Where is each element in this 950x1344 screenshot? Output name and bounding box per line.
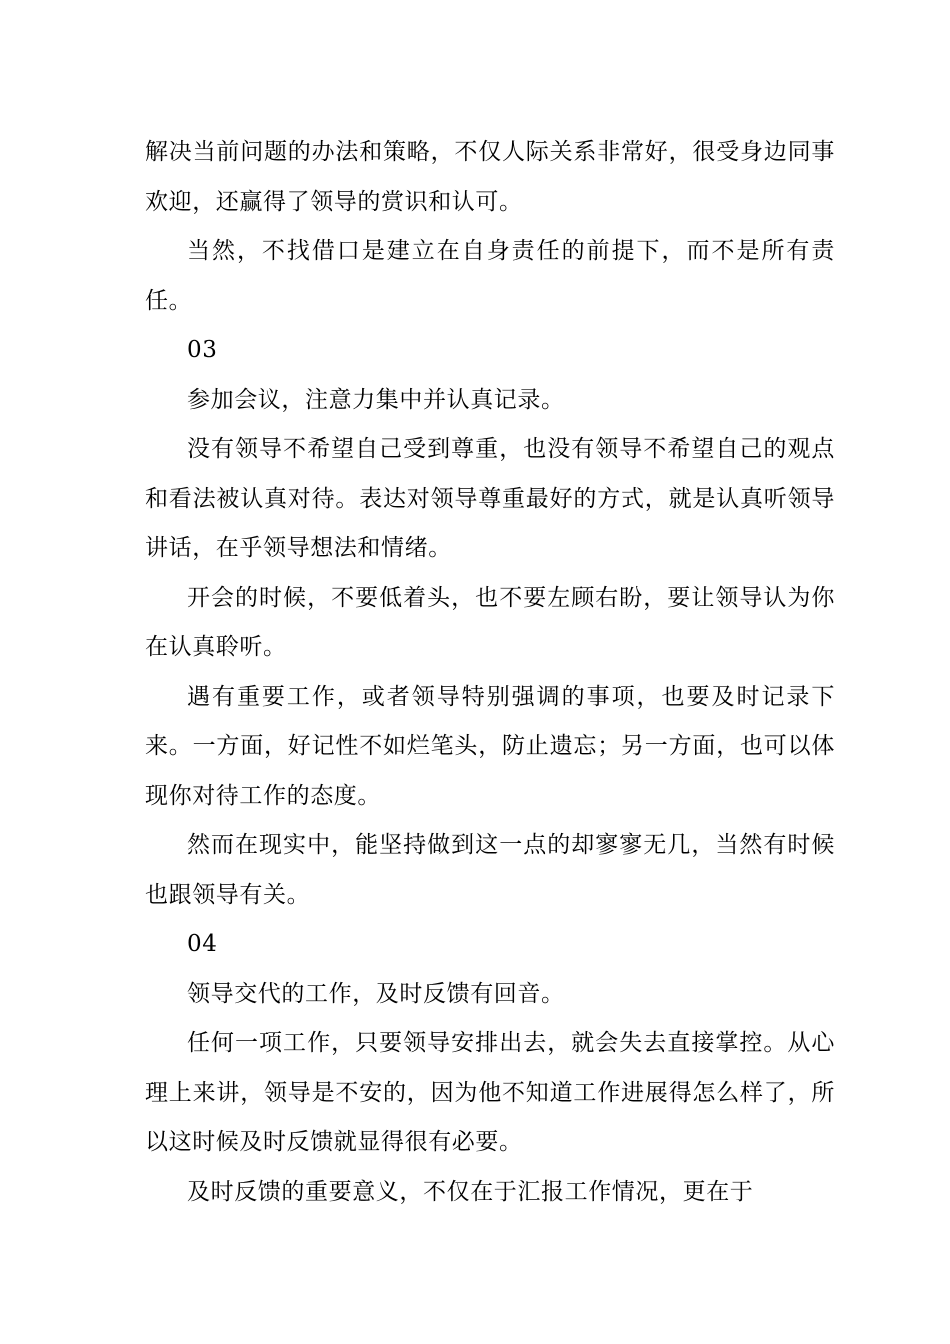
paragraph-reality: 然而在现实中，能坚持做到这一点的却寥寥无几，当然有时候也跟领导有关。 xyxy=(145,832,835,908)
paragraph-feedback-meaning: 及时反馈的重要意义，不仅在于汇报工作情况，更在于 xyxy=(187,1178,754,1205)
paragraph-take-notes: 遇有重要工作，或者领导特别强调的事项，也要及时记录下来。一方面，好记性不如烂笔头，防止遗忘；另一方面，也可以体现你对待工作的态度。 xyxy=(145,683,835,809)
paragraph-respect: 没有领导不希望自己受到尊重，也没有领导不希望自己的观点和看法被认真对待。表达对领导尊重最好的方式，就是认真听领导讲话，在乎领导想法和情绪。 xyxy=(145,436,835,561)
paragraph-no-excuses: 当然，不找借口是建立在自身责任的前提下，而不是所有责任。 xyxy=(145,238,835,314)
paragraph-lost-control: 任何一项工作，只要领导安排出去，就会失去直接掌控。从心理上来讲，领导是不安的，因为他不知道工作进展得怎么样了，所以这时候及时反馈就显得很有必要。 xyxy=(145,1030,835,1155)
paragraph-meeting-posture: 开会的时候，不要低着头，也不要左顾右盼，要让领导认为你在认真聆听。 xyxy=(145,584,835,660)
section-title-meetings: 参加会议，注意力集中并认真记录。 xyxy=(187,386,565,413)
section-number-04: 04 xyxy=(187,931,218,957)
section-title-feedback: 领导交代的工作，及时反馈有回音。 xyxy=(187,980,565,1007)
paragraph-continuation: 解决当前问题的办法和策略，不仅人际关系非常好，很受身边同事欢迎，还赢得了领导的赏识和认可。 xyxy=(145,139,835,215)
document-body xyxy=(145,128,835,1217)
section-number-03: 03 xyxy=(187,337,218,363)
